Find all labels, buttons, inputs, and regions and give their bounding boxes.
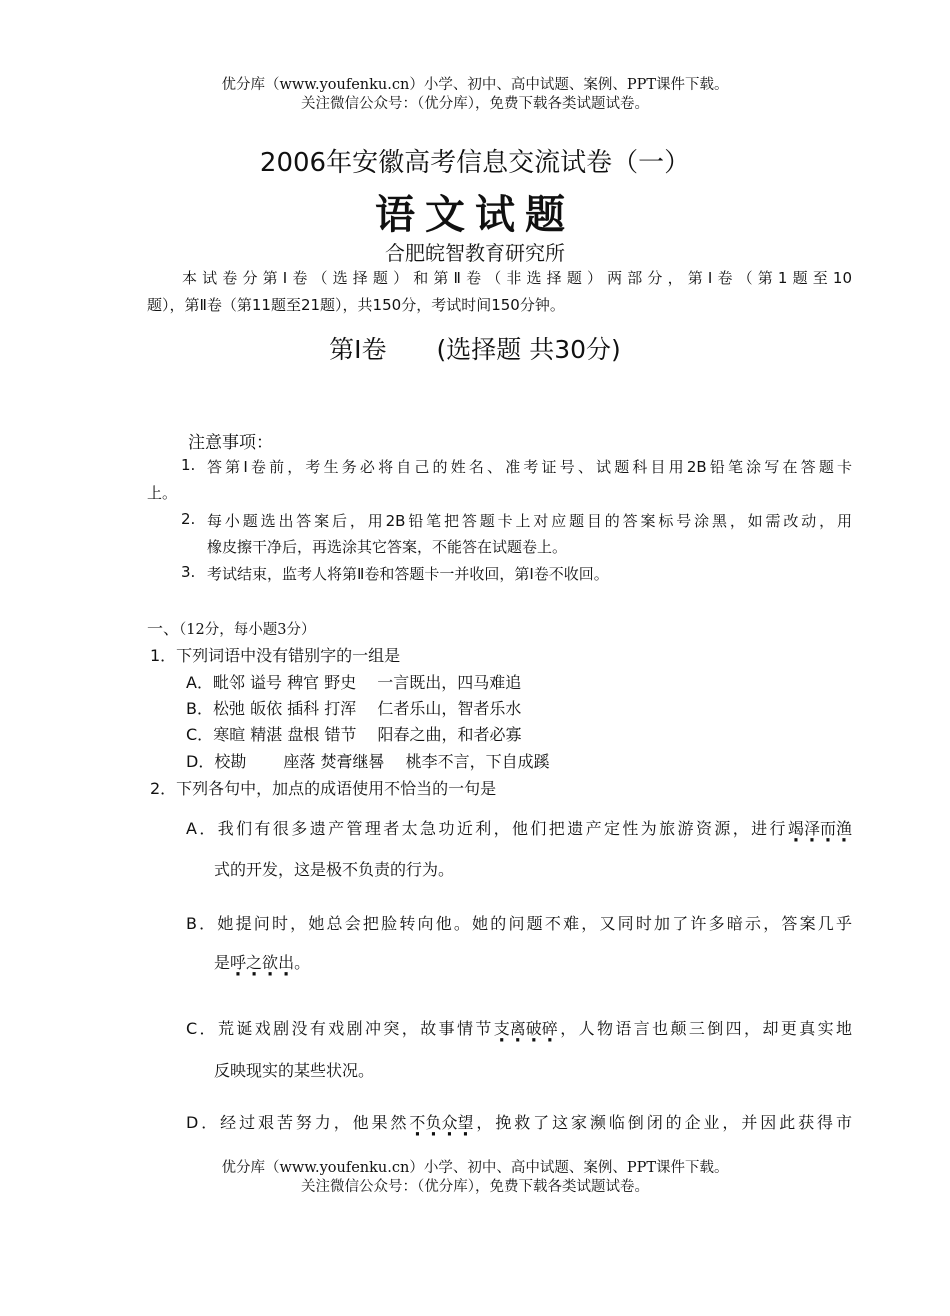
q2-option-a-letter: A． <box>186 819 218 838</box>
q1-option-a-letter: A． <box>186 673 213 692</box>
emphasis-char: 呼 <box>230 953 247 972</box>
q2-option-b-post: 。 <box>294 953 311 972</box>
q2-option-a-text: 我们有很多遗产管理者太急功近利，他们把遗产定性为旅游资源，进行 <box>217 819 788 838</box>
exam-title: 2006年安徽高考信息交流试卷（一） <box>259 148 691 178</box>
q2-option-d-line1 <box>186 1110 852 1133</box>
note-2-line2: 橡皮擦干净后，再选涂其它答案，不能答在试题卷上。 <box>207 538 568 556</box>
q2-option-c-post: ，人物语言也颠三倒四，却更真实地 <box>557 1019 852 1038</box>
q2-option-d-letter: D． <box>186 1113 221 1132</box>
emphasis-char: 负 <box>425 1113 442 1132</box>
q2-option-c-pre: 荒诞戏剧没有戏剧冲突，故事情节 <box>217 1019 494 1038</box>
note-2-line1: 每小题选出答案后，用2B铅笔把答题卡上对应题目的答案标号涂黑，如需改动，用 <box>207 512 852 530</box>
emphasis-char: 不 <box>409 1113 426 1132</box>
emphasis-char: 竭 <box>787 819 804 838</box>
question-1-stem: 1．下列词语中没有错别字的一组是 <box>150 646 401 665</box>
question-2-stem: 2．下列各句中，加点的成语使用不恰当的一句是 <box>150 779 497 798</box>
q1-option-d-text: 校勘 座落 焚膏继晷 桃李不言，下自成蹊 <box>214 752 550 771</box>
q1-option-d <box>186 749 550 772</box>
q1-option-c <box>186 722 522 745</box>
q1-option-c-letter: C． <box>186 725 214 744</box>
emphasis-char: 之 <box>246 953 263 972</box>
q2-option-b-line2 <box>214 950 310 973</box>
q1-option-b <box>186 696 521 719</box>
emphasis-char: 众 <box>441 1113 458 1132</box>
emphasis-char: 欲 <box>262 953 279 972</box>
notes-heading: 注意事项： <box>188 433 273 453</box>
volume-title: 第Ⅰ卷 (选择题 共30分) <box>329 335 621 364</box>
q2-option-d-post: ，挽救了这家濒临倒闭的企业，并因此获得市 <box>473 1113 852 1132</box>
page-footer-line1: 优分库（www.youfenku.cn）小学、初中、高中试题、案例、PPT课件下载。 <box>221 1160 729 1176</box>
page-header-line2: 关注微信公众号：（优分库），免费下载各类试题试卷。 <box>301 96 649 112</box>
q1-option-c-text: 寒暄 精湛 盘根 错节 阳春之曲，和者必寡 <box>213 725 522 744</box>
section-1-label: 一、 <box>147 619 180 638</box>
intro-line1: 本试卷分第Ⅰ卷（选择题）和第Ⅱ卷（非选择题）两部分，第Ⅰ卷（第1题至10 <box>182 269 852 287</box>
emphasis-char: 离 <box>509 1019 526 1038</box>
section-1-score: （12分，每小题3分） <box>179 622 316 638</box>
note-1-line1: 答第Ⅰ卷前，考生务必将自己的姓名、准考证号、试题科目用2B铅笔涂写在答题卡 <box>207 458 852 476</box>
note-1-line2: 上。 <box>147 484 178 502</box>
q1-option-a-text: 毗邻 谥号 稗官 野史 一言既出，四马难追 <box>212 673 522 692</box>
q2-option-d-pre: 经过艰苦努力，他果然 <box>220 1113 410 1132</box>
q2-option-c-line2: 反映现实的某些状况。 <box>214 1061 375 1080</box>
emphasis-char: 而 <box>819 819 836 838</box>
emphasis-char: 泽 <box>803 819 820 838</box>
emphasis-char: 碎 <box>541 1019 558 1038</box>
q2-option-b-pre: 是 <box>214 953 231 972</box>
q1-option-d-letter: D． <box>186 752 215 771</box>
q2-option-b-text: 她提问时，她总会把脸转向他。她的问题不难，又同时加了许多暗示，答案几乎 <box>217 914 852 933</box>
q1-option-a <box>186 670 521 693</box>
q2-option-b-line1 <box>186 911 852 934</box>
emphasis-char: 渔 <box>835 819 852 838</box>
q2-option-c-line1 <box>186 1016 852 1039</box>
page-footer-line2: 关注微信公众号：（优分库），免费下载各类试题试卷。 <box>301 1179 649 1195</box>
q2-option-a-line1 <box>186 816 852 839</box>
organization: 合肥皖智教育研究所 <box>385 241 565 265</box>
emphasis-char: 支 <box>493 1019 510 1038</box>
emphasis-char: 望 <box>457 1113 474 1132</box>
note-3-number: 3. <box>181 563 196 581</box>
q1-option-b-letter: B． <box>186 699 213 718</box>
q2-option-b-letter: B． <box>186 914 218 933</box>
note-3-line1: 考试结束，监考人将第Ⅱ卷和答题卡一并收回，第Ⅰ卷不收回。 <box>207 565 609 583</box>
q2-option-c-letter: C． <box>186 1019 218 1038</box>
note-1-number: 1. <box>181 456 196 474</box>
section-1-heading <box>147 616 315 639</box>
note-2-number: 2. <box>181 510 196 528</box>
subject-title: 语文试题 <box>375 191 575 238</box>
q1-option-b-text: 松弛 皈依 插科 打浑 仁者乐山，智者乐水 <box>212 699 522 718</box>
emphasis-char: 出 <box>278 953 295 972</box>
intro-line2: 题），第Ⅱ卷（第11题至21题），共150分，考试时间150分钟。 <box>147 296 565 314</box>
page-header-line1: 优分库（www.youfenku.cn）小学、初中、高中试题、案例、PPT课件下载。 <box>221 77 729 93</box>
emphasis-char: 破 <box>525 1019 542 1038</box>
q2-option-a-line2: 式的开发，这是极不负责的行为。 <box>214 860 455 879</box>
